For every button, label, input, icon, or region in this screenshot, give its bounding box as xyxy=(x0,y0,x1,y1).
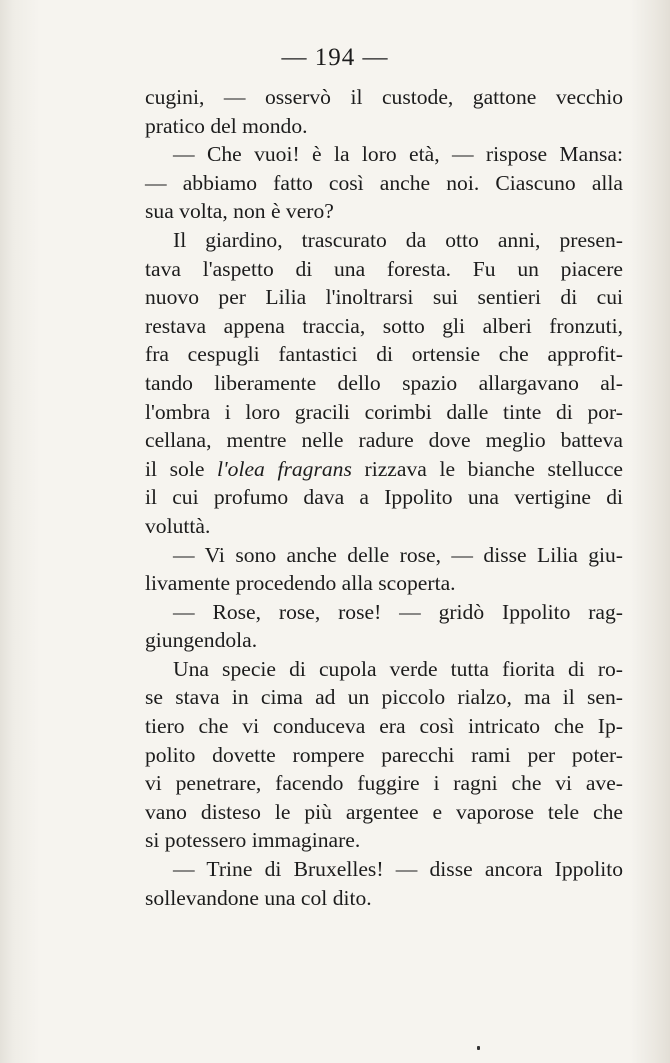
text-line: polito dovette rompere parecchi rami per poter- xyxy=(145,742,623,767)
text-line: voluttà. xyxy=(145,513,211,538)
text-line: — Trine di Bruxelles! — disse ancora Ippolito xyxy=(173,857,623,882)
text-line: Il giardino, trascurato da otto anni, presen- xyxy=(173,227,623,252)
ink-speck xyxy=(477,1046,480,1050)
text-line: sua volta, non è vero? xyxy=(145,199,334,224)
text-line: cugini, — osservò il custode, gattone vecchio xyxy=(145,85,623,109)
text-line: pratico del mondo. xyxy=(145,113,308,138)
text-line: fra cespugli fantastici di ortensie che approfit- xyxy=(145,342,623,367)
text-line: il cui profumo dava a Ippolito una vertigine di xyxy=(145,485,623,510)
text-line: tando liberamente dello spazio allargavano al- xyxy=(145,370,623,395)
text-line xyxy=(145,455,623,484)
text-line: se stava in cima ad un piccolo rialzo, ma il sen- xyxy=(145,685,623,710)
text-segment: il sole xyxy=(145,456,218,481)
text-line: nuovo per Lilia l'inoltrarsi sui sentieri di cui xyxy=(145,285,623,310)
text-segment: rizzava le bianche stellucce xyxy=(351,456,623,481)
text-line: — abbiamo fatto così anche noi. Ciascuno alla xyxy=(145,170,623,195)
text-line: livamente procedendo alla scoperta. xyxy=(145,571,456,596)
body-text xyxy=(145,83,623,912)
text-line: — Rose, rose, rose! — gridò Ippolito rag- xyxy=(173,599,623,624)
text-line: tava l'aspetto di una foresta. Fu un piacere xyxy=(145,256,623,281)
text-line: — Che vuoi! è la loro età, — rispose Mansa: xyxy=(173,142,623,167)
text-line: sollevandone una col dito. xyxy=(145,885,372,910)
italic-term: l'olea fragrans xyxy=(217,456,352,481)
text-line: si potessero immaginare. xyxy=(145,828,361,853)
text-line: vano disteso le più argentee e vaporose tele che xyxy=(145,799,623,824)
text-line: giungendola. xyxy=(145,628,258,653)
text-line: vi penetrare, facendo fuggire i ragni che vi ave- xyxy=(145,771,623,796)
text-line: cellana, mentre nelle radure dove meglio batteva xyxy=(145,428,623,453)
text-line: restava appena traccia, sotto gli alberi fronzuti, xyxy=(145,313,623,338)
text-line: — Vi sono anche delle rose, — disse Lilia giu- xyxy=(173,542,623,567)
text-line: tiero che vi conduceva era così intricato che Ip- xyxy=(145,714,623,739)
page-number-header: — 194 — xyxy=(281,44,389,71)
text-line: l'ombra i loro gracili corimbi dalle tinte di por- xyxy=(145,399,623,424)
text-line: Una specie di cupola verde tutta fiorita di ro- xyxy=(173,656,623,681)
